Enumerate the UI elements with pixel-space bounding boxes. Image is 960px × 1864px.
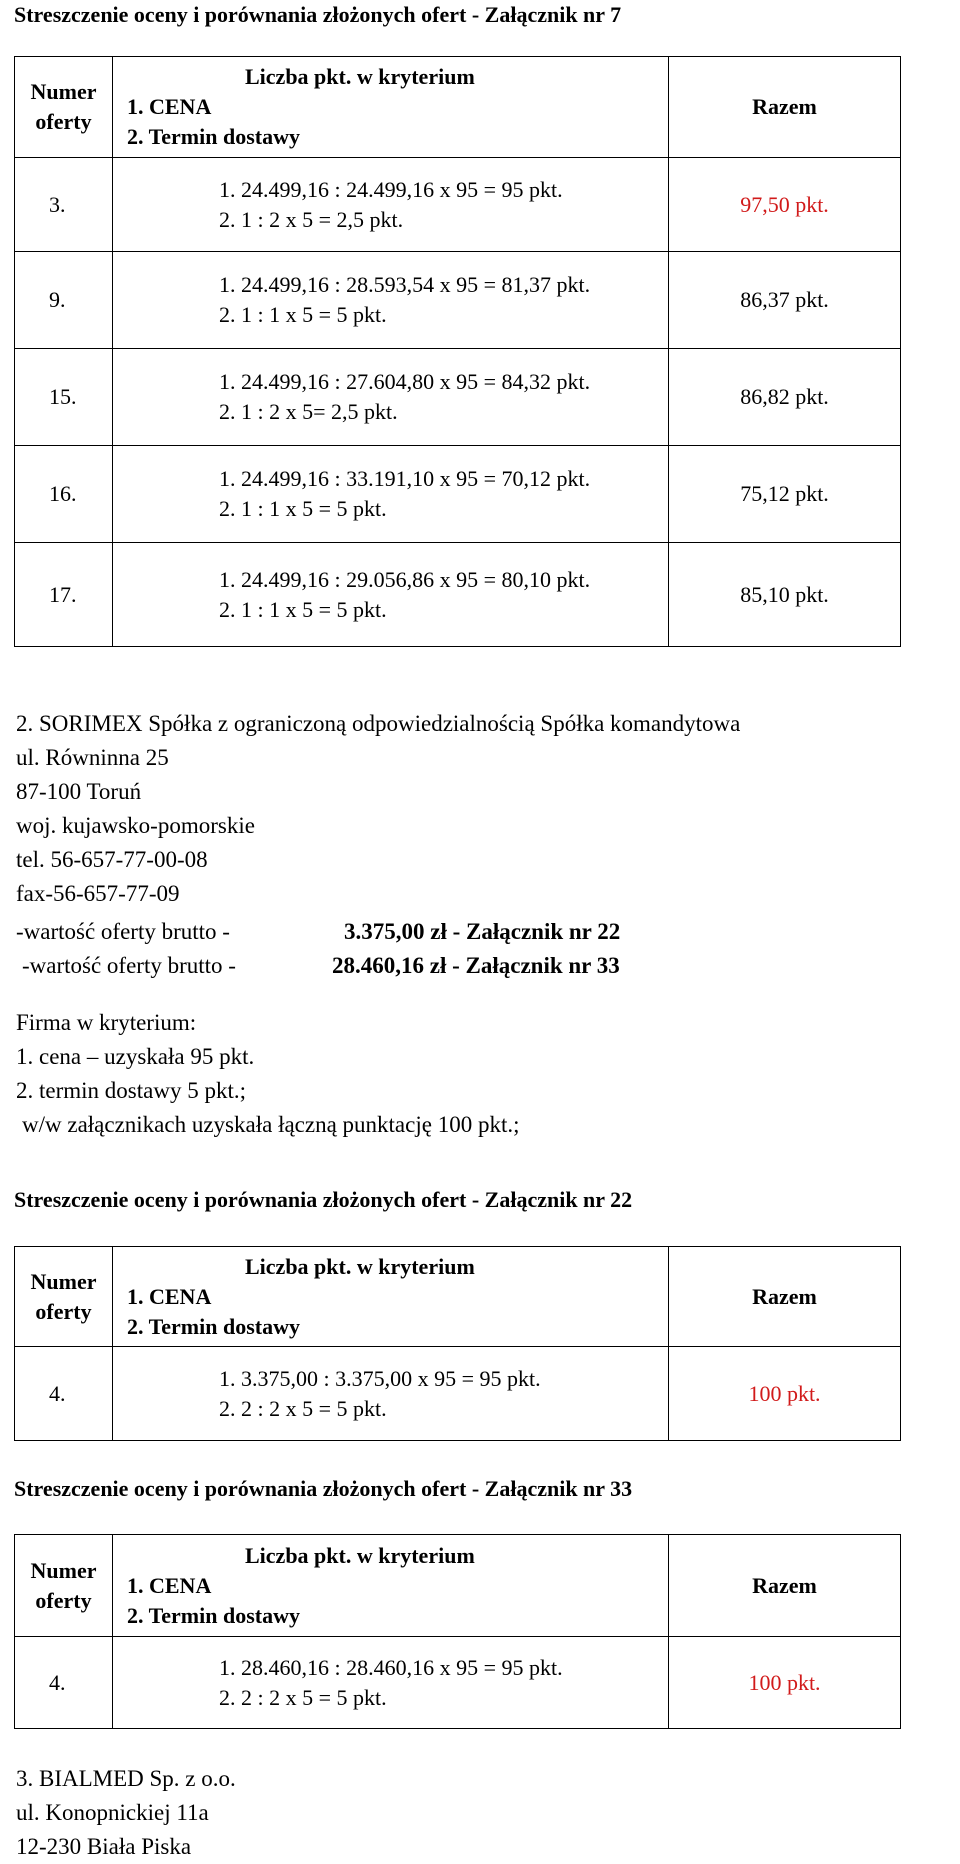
company-tel: tel. 56-657-77-00-08 bbox=[16, 847, 208, 872]
company-city: 87-100 Toruń bbox=[16, 779, 142, 804]
table-header-row bbox=[15, 1247, 901, 1347]
company-3-details bbox=[16, 1762, 236, 1864]
calculation-cell: 1. 24.499,16 : 33.191,10 x 95 = 70,12 pkt. 2. 1 : 1 x 5 = 5 pkt. bbox=[113, 446, 669, 543]
offer-number: 17. bbox=[15, 543, 113, 647]
offer-value-1: 3.375,00 zł - Załącznik nr 22 bbox=[344, 919, 621, 944]
section-22-table bbox=[14, 1246, 901, 1441]
total-cell: 100 pkt. bbox=[669, 1347, 901, 1441]
offer-number: 4. bbox=[15, 1637, 113, 1729]
offer-value-1-label: -wartość oferty brutto - bbox=[16, 919, 230, 944]
company-name: 2. SORIMEX Spółka z ograniczoną odpowiedzialnością Spółka komandytowa bbox=[16, 711, 741, 736]
company-fax: fax-56-657-77-09 bbox=[16, 881, 180, 906]
criteria-total: w/w załącznikach uzyskała łączną punktację 100 pkt.; bbox=[22, 1112, 520, 1137]
table-header-row bbox=[15, 57, 901, 158]
table-row bbox=[15, 446, 901, 543]
criteria-summary bbox=[16, 1006, 519, 1142]
table-row bbox=[15, 1637, 901, 1729]
table-row bbox=[15, 349, 901, 446]
total-cell: 75,12 pkt. bbox=[669, 446, 901, 543]
razem-header: Razem bbox=[669, 1535, 901, 1637]
company-city: 12-230 Biała Piska bbox=[16, 1834, 192, 1859]
company-street: ul. Równinna 25 bbox=[16, 745, 169, 770]
total-cell: 100 pkt. bbox=[669, 1637, 901, 1729]
company-street: ul. Konopnickiej 11a bbox=[16, 1800, 209, 1825]
criteria-header: Liczba pkt. w kryterium 1. CENA 2. Termin dostawy bbox=[113, 1247, 669, 1347]
offer-value-2-label: -wartość oferty brutto - bbox=[22, 953, 236, 978]
numer-oferty-header: Numer oferty bbox=[15, 57, 113, 158]
criteria-delivery: 2. termin dostawy 5 pkt.; bbox=[16, 1078, 246, 1103]
criteria-title: Firma w kryterium: bbox=[16, 1010, 197, 1035]
offer-number: 4. bbox=[15, 1347, 113, 1441]
offer-number: 3. bbox=[15, 158, 113, 252]
section-22-title: Streszczenie oceny i porównania złożonych ofert - Załącznik nr 22 bbox=[14, 1187, 633, 1212]
total-cell: 86,37 pkt. bbox=[669, 252, 901, 349]
company-2-details bbox=[16, 707, 740, 911]
table-row bbox=[15, 1347, 901, 1441]
razem-header: Razem bbox=[669, 1247, 901, 1347]
offer-number: 9. bbox=[15, 252, 113, 349]
company-name: 3. BIALMED Sp. z o.o. bbox=[16, 1766, 236, 1791]
table-row bbox=[15, 158, 901, 252]
criteria-price: 1. cena – uzyskała 95 pkt. bbox=[16, 1044, 255, 1069]
criteria-header: Liczba pkt. w kryterium 1. CENA 2. Termin dostawy bbox=[113, 57, 669, 158]
section-7-title: Streszczenie oceny i porównania złożonych ofert - Załącznik nr 7 bbox=[14, 2, 622, 27]
total-cell: 86,82 pkt. bbox=[669, 349, 901, 446]
numer-oferty-header: Numer oferty bbox=[15, 1247, 113, 1347]
total-cell: 85,10 pkt. bbox=[669, 543, 901, 647]
razem-header: Razem bbox=[669, 57, 901, 158]
calculation-cell: 1. 24.499,16 : 28.593,54 x 95 = 81,37 pkt. 2. 1 : 1 x 5 = 5 pkt. bbox=[113, 252, 669, 349]
table-row bbox=[15, 252, 901, 349]
section-33-table bbox=[14, 1534, 901, 1729]
company-province: woj. kujawsko-pomorskie bbox=[16, 813, 255, 838]
offer-value-2: 28.460,16 zł - Załącznik nr 33 bbox=[332, 953, 620, 978]
criteria-header: Liczba pkt. w kryterium 1. CENA 2. Termin dostawy bbox=[113, 1535, 669, 1637]
table-row bbox=[15, 543, 901, 647]
calculation-cell: 1. 3.375,00 : 3.375,00 x 95 = 95 pkt. 2. 2 : 2 x 5 = 5 pkt. bbox=[113, 1347, 669, 1441]
calculation-cell: 1. 24.499,16 : 29.056,86 x 95 = 80,10 pkt. 2. 1 : 1 x 5 = 5 pkt. bbox=[113, 543, 669, 647]
table-header-row bbox=[15, 1535, 901, 1637]
offer-number: 16. bbox=[15, 446, 113, 543]
calculation-cell: 1. 24.499,16 : 24.499,16 x 95 = 95 pkt. 2. 1 : 2 x 5 = 2,5 pkt. bbox=[113, 158, 669, 252]
total-cell: 97,50 pkt. bbox=[669, 158, 901, 252]
section-7-table bbox=[14, 56, 901, 647]
numer-oferty-header: Numer oferty bbox=[15, 1535, 113, 1637]
section-33-title: Streszczenie oceny i porównania złożonych ofert - Załącznik nr 33 bbox=[14, 1476, 633, 1501]
offer-number: 15. bbox=[15, 349, 113, 446]
calculation-cell: 1. 28.460,16 : 28.460,16 x 95 = 95 pkt. 2. 2 : 2 x 5 = 5 pkt. bbox=[113, 1637, 669, 1729]
calculation-cell: 1. 24.499,16 : 27.604,80 x 95 = 84,32 pkt. 2. 1 : 2 x 5= 2,5 pkt. bbox=[113, 349, 669, 446]
